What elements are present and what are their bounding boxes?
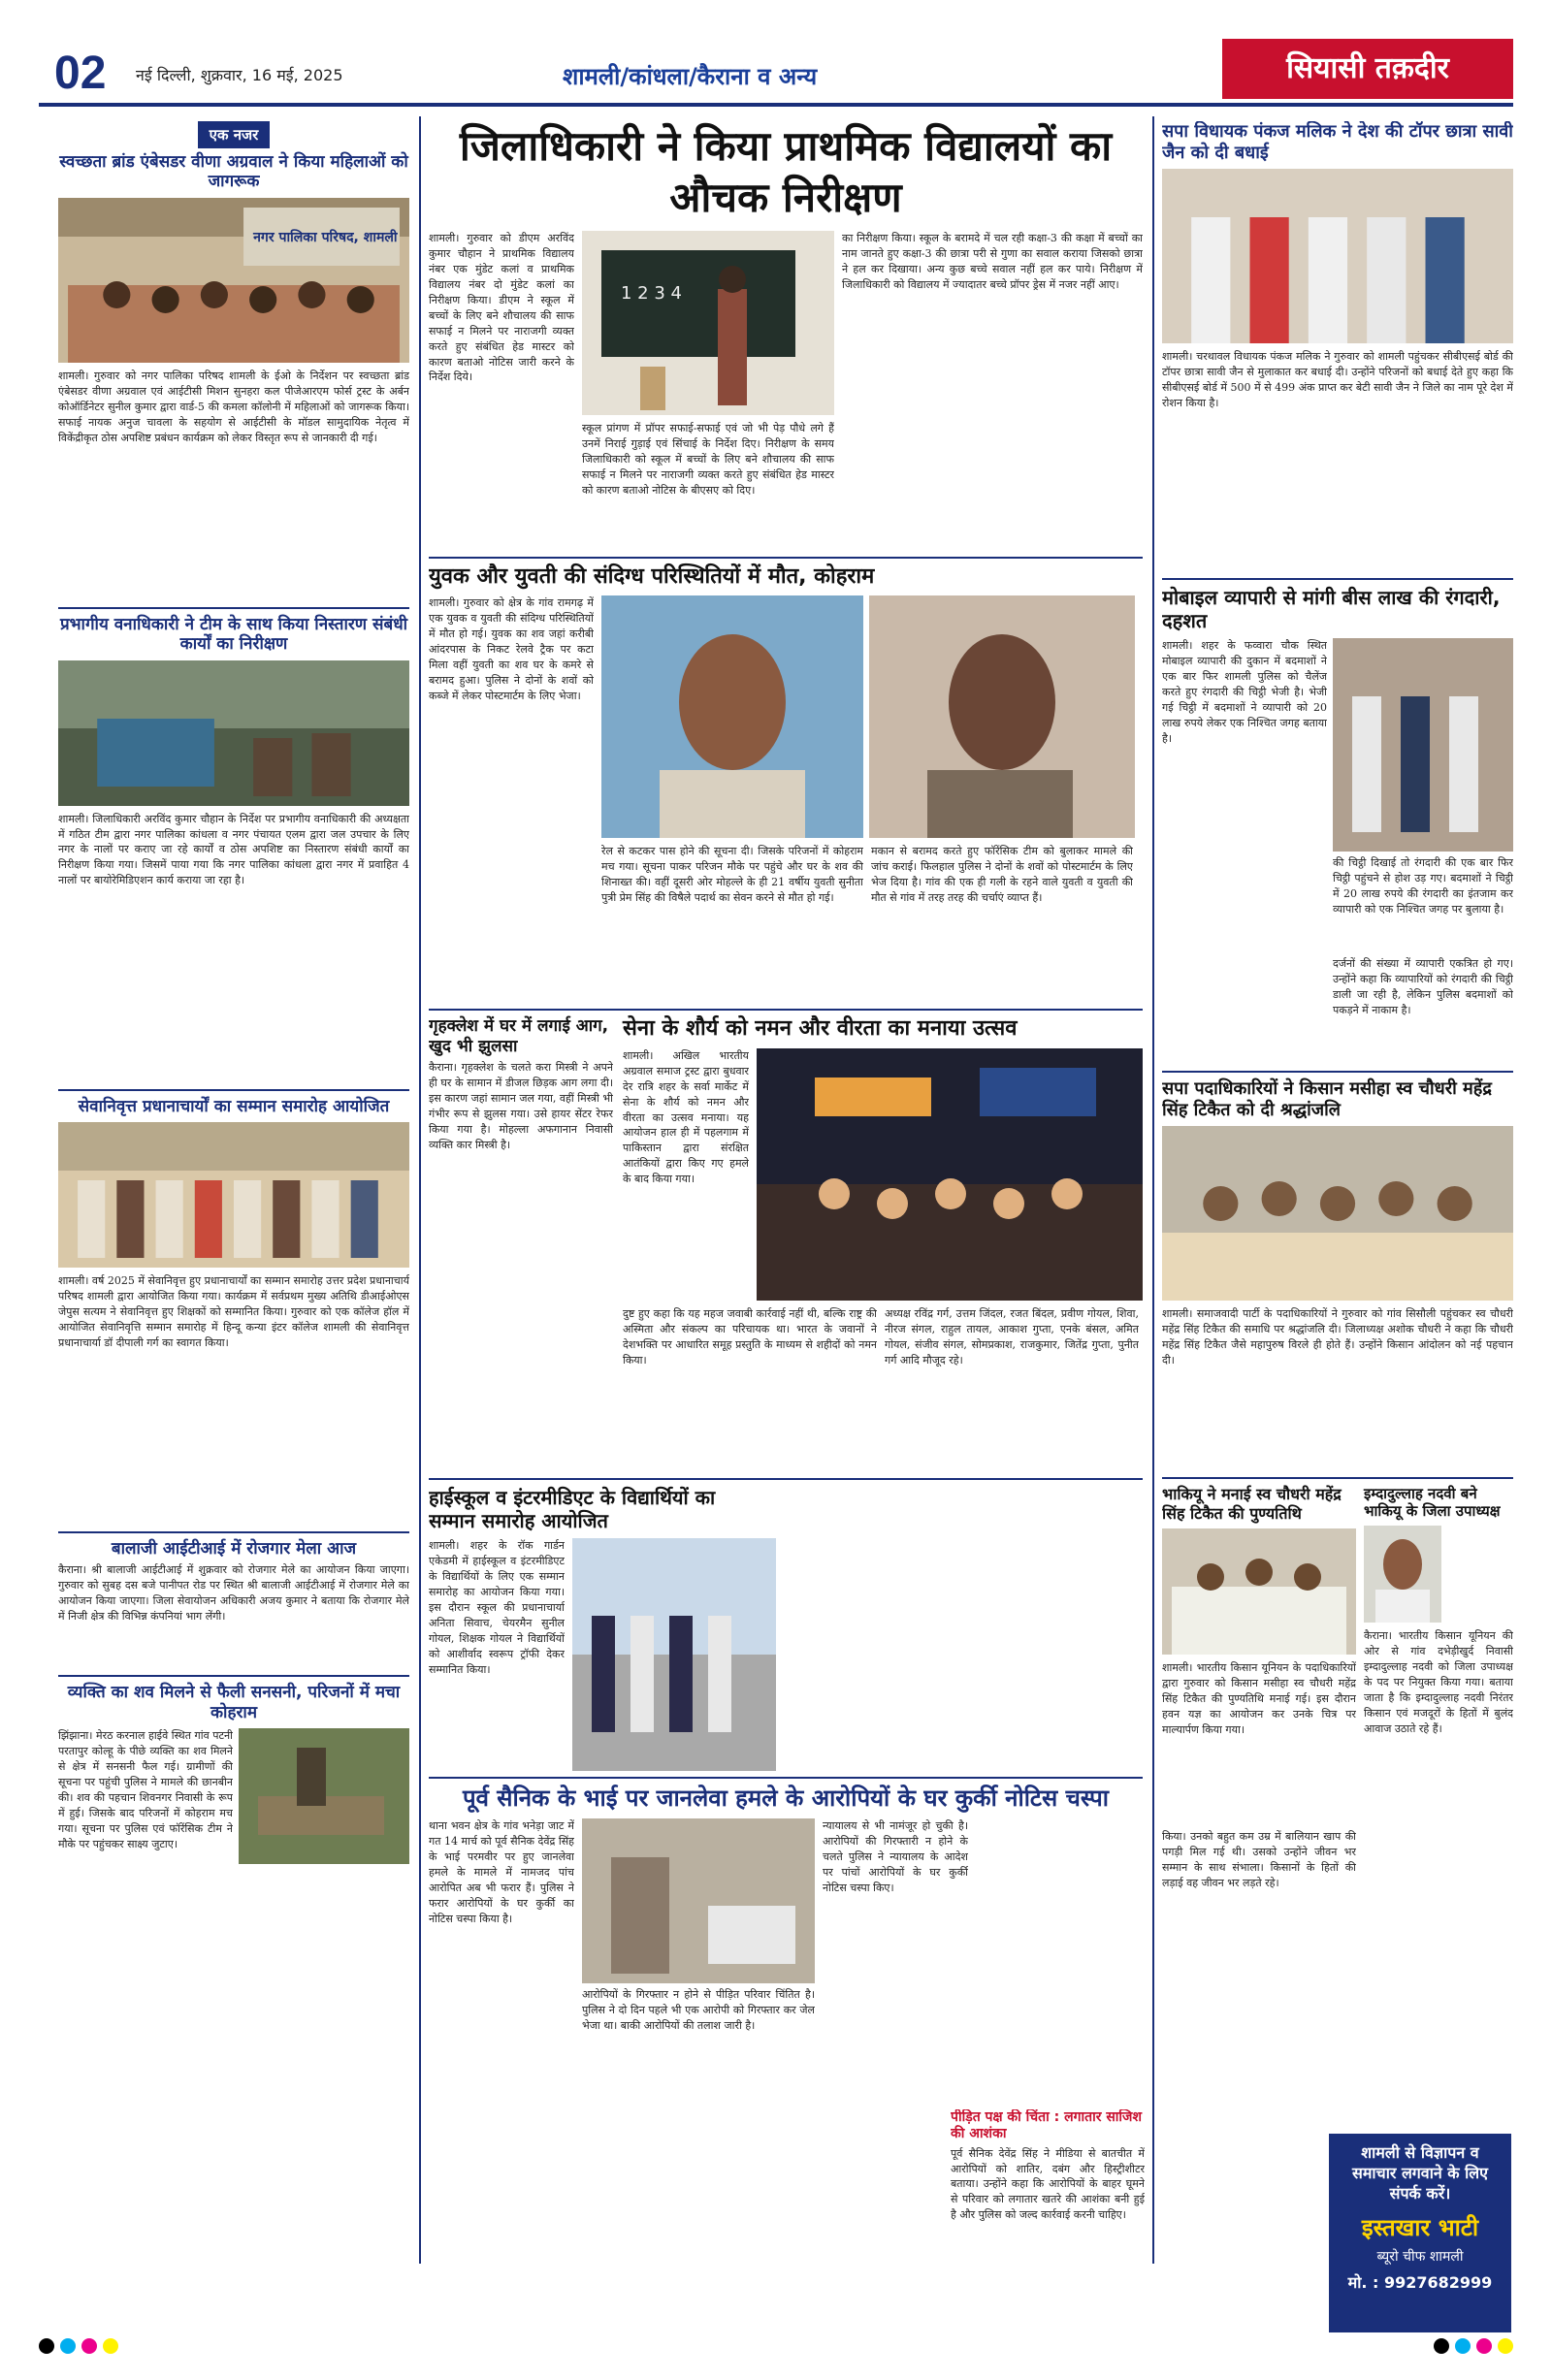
story-headline: स्वच्छता ब्रांड एंबेसडर वीणा अग्रवाल ने किया महिलाओं को जागरूक [59, 152, 408, 192]
story-body: कैराना। भारतीय किसान यूनियन की ओर से गांव दभेड़ीखुर्द निवासी इम्दादुल्लाह नदवी को जिला उपाध्यक्ष के पद पर नियुक्त किया गया। बताया जाता है कि इम्दादुल्लाह नदवी निरंतर किसान एवं मजदूरों के हितों में बुलंद आवाज उठाते रहे हैं। [1364, 1629, 1513, 1735]
story-body: का निरीक्षण किया। स्कूल के बरामदे में चल रही कक्षा-3 की कक्षा में बच्चों का नाम जानते हुए कक्षा-3 की छात्रा परी से गुणा का सवाल कराया जिसको छात्रा ने हल कर दिखाया। अन्य कुछ बच्चे सवाल नहीं हल कर पाये। निरीक्षण में जिलाधिकारी को विद्यालय में ज्यादातर बच्चे प्रॉपर ड्रेस में नजर नहीं आए। [842, 232, 1143, 291]
story-body: शामली। वर्ष 2025 में सेवानिवृत्त हुए प्रधानाचार्यों का सम्मान समारोह उत्तर प्रदेश प्रधानाचार्य परिषद शामली द्वारा आयोजित किया गया। कार्यक्रम में सर्वप्रथम मुख्य अतिथि डीआईओएस जेपुस सत्यम ने सेवानिवृत्त हुए शिक्षकों को सम्मानित किया। गुरुवार को एक कॉलेज हॉल में आयोजित सेवानिवृत्ति सम्मान समारोह में हिन्दू कन्या इंटर कॉलेज शामली की सेवानिवृत्त प्रधानाचार्या डॉ दीपाली गर्ग का स्वागत किया। [58, 1273, 409, 1349]
story-body: झिंझाना। मेरठ करनाल हाईवे स्थित गांव पटनी परतापुर कोल्हू के पीछे व्यक्ति का शव मिलने से क्षेत्र में सनसनी फैल गई। ग्रामीणों की सूचना पर पहुंची पुलिस ने मामले की छानबीन की। शव की पहचान शिवनगर निवासी के रूप में हुई। जिसके बाद परिजनों में कोहराम मच गया। सूचना पर पुलिस एवं फॉरेंसिक टीम ने मौके पर पहुंचकर साक्ष्य जुटाए। [58, 1729, 233, 1850]
svg-text:1 2 3 4: 1 2 3 4 [621, 283, 682, 304]
page-number: 02 [54, 48, 107, 99]
story-headline: सपा पदाधिकारियों ने किसान मसीहा स्व चौधरी महेंद्र सिंह टिकैत को दी श्रद्धांजलि [1162, 1078, 1492, 1120]
story-headline: पूर्व सैनिक के भाई पर जानलेवा हमले के आरोपियों के घर कुर्की नोटिस चस्पा [462, 1785, 1110, 1813]
contact-ad [1329, 2134, 1511, 2332]
story-body: शामली। गुरुवार को नगर पालिका परिषद शामली के ईओ के निर्देशन पर स्वच्छता ब्रांड एंबेसडर वीणा अग्रवाल एवं आईटीसी मिशन सुनहरा कल पीजेआरएम फोर्स ट्रस्ट के अर्बन कोऑर्डिनेटर सुनील कुमार द्वारा वार्ड-5 की कमला कॉलोनी में महिलाओं को जागरूक किया। सफाई नायक अनुज चावला के सहयोग से आईटीसी के मॉडल सामुदायिक नेतृत्व में विकेंद्रीकृत ठोस अपशिष्ट प्रबंधन कार्यक्रम को लेकर विस्तृत रूप से जानकारी दी गई। [58, 369, 409, 444]
story-body: दर्जनों की संख्या में व्यापारी एकत्रित हो गए। उन्होंने कहा कि व्यापारियों को रंगदारी की चिट्ठी डाली जा रही है, लेकिन पुलिस बदमाशों को पकड़ने में नाकाम है। [1333, 957, 1513, 1016]
right-column [1162, 121, 1513, 2342]
masthead [39, 39, 1513, 107]
story-body: शामली। गुरुवार को क्षेत्र के गांव रामगढ़ में एक युवक व युवती की संदिग्ध परिस्थितियों में मौत हो गई। युवक का शव जहां करीबी आंदरपास के निकट रेलवे ट्रैक पर कटा मिला वहीं युवती का शव घर के कमरे से बरामद हुआ। पुलिस ने दोनों के शवों को कब्जे में लेकर पोस्टमार्टम के लिए भेजा। [429, 596, 594, 703]
story-body: शामली। भारतीय किसान यूनियन के पदाधिकारियों द्वारा गुरुवार को किसान मसीहा स्व चौधरी महेंद्र सिंह टिकैत की पुण्यतिथि मनाई गई। इस दौरान हवन यज्ञ का आयोजन कर उनके चित्र पर माल्यार्पण किया गया। [1162, 1660, 1356, 1736]
registration-dot [1455, 2338, 1471, 2354]
column-divider [1152, 116, 1154, 2264]
story-headline: मोबाइल व्यापारी से मांगी बीस लाख की रंगदारी, दहशत [1162, 586, 1501, 633]
ek-nazar-tag: एक नजर [198, 121, 271, 148]
story-body: अध्यक्ष रविंद्र गर्ग, उत्तम जिंदल, रजत बिंदल, प्रवीण गोयल, शिवा, नीरज संगल, राहुल तायल, आकाश गुप्ता, एनके बंसल, अमित गोयल, संजीव संगल, सोमप्रकाश, राजकुमार, जितेंद्र गुप्ता, पुनीत गर्ग आदि मौजूद रहे। [885, 1306, 1139, 1367]
story-photo [582, 231, 834, 415]
sub-headline: पीड़ित पक्ष की चिंता : लगातार साजिश की आशंका [951, 2109, 1142, 2141]
registration-dot [1434, 2338, 1449, 2354]
lead-headline: जिलाधिकारी ने किया प्राथमिक विद्यालयों का औचक निरीक्षण [459, 122, 1113, 221]
left-column [58, 121, 409, 2342]
story-photo [58, 660, 409, 806]
story-photo [58, 198, 409, 363]
person-photo [1364, 1526, 1441, 1623]
story-photo [1162, 169, 1513, 343]
story-photo [869, 595, 1135, 838]
story-body: मकान से बरामद करते हुए फॉरेंसिक टीम को बुलाकर मामले की जांच कराई। फिलहाल पुलिस ने दोनों के शवों को पोस्टमार्टम के लिए भेज दिया है। गांव की एक ही गली के रहने वाले युवती व युवती की मौत से गांव में तरह तरह की चर्चाएं व्याप्त हैं। [871, 845, 1133, 905]
center-column [429, 121, 1143, 2342]
print-registration-strip [39, 2332, 1513, 2361]
story-photo [1333, 638, 1513, 852]
story-headline: गृहक्लेश में घर में लगाई आग, खुद भी झुलसा [429, 1016, 609, 1056]
banner-text: नगर पालिका परिषद, शामली [253, 229, 398, 245]
story-body: शामली। शहर के फव्वारा चौक स्थित मोबाइल व्यापारी की दुकान में बदमाशों ने एक बार फिर शामली पुलिस को चैलेंज करते हुए रंगदारी की चिट्ठी भेजी है। भेजी गई चिट्ठी में बदमाशों ने व्यापारी को 20 लाख रुपये लेकर एक निश्चित जगह बताया है। [1162, 639, 1327, 745]
column-divider [419, 116, 421, 2264]
story-body: शामली। अखिल भारतीय अग्रवाल समाज ट्रस्ट द्वारा बुधवार देर रात्रि शहर के सर्वा मार्केट में सेना के शौर्य को नमन और वीरता का उत्सव मनाया। यह आयोजन हाल ही में पहलगाम में पाकिस्तान द्वारा संरक्षित आतंकियों द्वारा किए गए हमले के बाद किया गया। [623, 1048, 749, 1186]
registration-dot [81, 2338, 97, 2354]
story-headline: भाकियू ने मनाई स्व चौधरी महेंद्र सिंह टिकैत की पुण्यतिथि [1162, 1485, 1342, 1523]
story-photo [582, 1818, 815, 1983]
story-photo [1162, 1528, 1356, 1655]
story-body: रेल से कटकर पास होने की सूचना दी। जिसके परिजनों में कोहराम मच गया। सूचना पाकर परिजन मौके पर पहुंचे और घर के शव की शिनाख्त की। वहीं दूसरी ओर मोहल्ले के ही 21 वर्षीय युवती सुनीता पुत्री प्रेम सिंह की विषैले पदार्थ का सेवन करने से मौत हो गई। [601, 845, 863, 905]
ad-title: शामली से विज्ञापन व समाचार लगवाने के लिए संपर्क करें। [1352, 2143, 1488, 2203]
story-body: थाना भवन क्षेत्र के गांव भनेड़ा जाट में गत 14 मार्च को पूर्व सैनिक देवेंद्र सिंह के भाई परमवीर पर हुए जानलेवा हमले के मामले में नामजद पांच आरोपित अब भी फरार हैं। पुलिस ने फरार आरोपियों के घर कुर्की का नोटिस चस्पा किया है। [429, 1819, 574, 1925]
story-headline: सपा विधायक पंकज मलिक ने देश की टॉपर छात्रा सावी जैन को दी बधाई [1162, 121, 1513, 163]
story-headline: प्रभागीय वनाधिकारी ने टीम के साथ किया निस्तारण संबंधी कार्यों का निरीक्षण [59, 614, 408, 655]
story-body: शामली। चरथावल विधायक पंकज मलिक ने गुरुवार को शामली पहुंचकर सीबीएसई बोर्ड की टॉपर छात्रा सावी जैन से मुलाकात कर बधाई दी। उन्होंने परिजनों को बधाई देते हुए कहा कि सीबीएसई बोर्ड में 500 में से 499 अंक प्राप्त कर बेटी सावी जैन ने जिले का नाम पूरे देश में रोशन किया है। [1162, 350, 1513, 409]
story-body: शामली। शहर के रॉक गार्डन एकेडमी में हाईस्कूल व इंटरमीडिएट के विद्यार्थियों के लिए एक सम्मान समारोह का आयोजन किया गया। इस दौरान स्कूल की प्रधानाचार्या अनिता सिवाच, चेयरमैन सुनील गोयल, शिक्षक गोयल ने विद्यार्थियों को आशीर्वाद स्वरूप ट्रॉफी देकर सम्मानित किया। [429, 1539, 565, 1676]
story-headline: युवक और युवती की संदिग्ध परिस्थितियों में मौत, कोहराम [429, 564, 875, 589]
registration-dot [1476, 2338, 1492, 2354]
registration-dot [103, 2338, 118, 2354]
story-photo [239, 1728, 409, 1864]
story-body: की चिट्ठी दिखाई तो रंगदारी की एक बार फिर चिट्ठी पहुंचने से होश उड़ गए। बदमाशों ने चिट्ठी में 20 लाख रुपये की रंगदारी का इंतजाम कर व्यापारी को एक निश्चित जगह पर बुलाया है। [1333, 856, 1513, 916]
story-body: कैराना। श्री बालाजी आईटीआई में शुक्रवार को रोजगार मेले का आयोजन किया जाएगा। गुरुवार को सुबह दस बजे पानीपत रोड पर स्थित श्री बालाजी आईटीआई में रोजगार मेले का आयोजन किया जाएगा। जिला सेवायोजन अधिकारी अजय कुमार ने बताया कि रोजगार मेले में निजी क्षेत्र की विभिन्न कंपनियां भाग लेंगी। [58, 1563, 409, 1624]
ad-phone: मो. : 9927682999 [1347, 2273, 1493, 2293]
section-title: शामली/कांधला/कैराना व अन्य [563, 63, 818, 90]
story-body: दुष्ट हुए कहा कि यह महज जवाबी कार्रवाई नहीं थी, बल्कि राष्ट्र की अस्मिता और संकल्प का परिचायक था। भारत के जवानों ने देशभक्ति पर आधारित समूह प्रस्तुति के माध्यम से शहीदों को नमन किया। [623, 1306, 877, 1367]
newspaper-brand: सियासी तक़दीर [1222, 39, 1513, 99]
registration-dot [60, 2338, 76, 2354]
story-body: पूर्व सैनिक देवेंद्र सिंह ने मीडिया से बातचीत में आरोपियों को शातिर, दबंग और हिस्ट्रीशीटर बताया। उन्होंने कहा कि आरोपियों के बाहर घूमने से परिवार को लगातार खतरे की आशंका बनी हुई है और पुलिस को जल्द कार्रवाई करनी चाहिए। [951, 2146, 1145, 2222]
story-headline: सेना के शौर्य को नमन और वीरता का मनाया उत्सव [623, 1016, 1018, 1042]
story-headline: सेवानिवृत्त प्रधानाचार्यों का सम्मान समारोह आयोजित [78, 1096, 390, 1116]
registration-dot [1498, 2338, 1513, 2354]
story-headline: व्यक्ति का शव मिलने से फैली सनसनी, परिजनों में मचा कोहराम [67, 1683, 401, 1722]
ad-contact-name: इस्तखार भाटी [1361, 2214, 1479, 2242]
story-headline: इम्दादुल्लाह नदवी बने भाकियू के जिला उपाध्यक्ष [1364, 1485, 1501, 1521]
story-body: न्यायालय से भी नामंजूर हो चुकी है। आरोपियों की गिरफ्तारी न होने के चलते पुलिस ने न्यायालय के आदेश पर पांचों आरोपियों के घर कुर्की नोटिस चस्पा किए। [823, 1819, 968, 1894]
ad-contact-role: ब्यूरो चीफ शामली [1376, 2249, 1464, 2266]
story-body: शामली। गुरुवार को डीएम अरविंद कुमार चौहान ने प्राथमिक विद्यालय नंबर एक मुंडेट कलां व प्राथमिक विद्यालय नंबर दो मुंडेट कलां का निरीक्षण किया। डीएम ने स्कूल में बच्चों के लिए बने शौचालय की साफ सफाई न मिलने पर नाराजगी व्यक्त करते हुए संबंधित हेड मास्टर को कारण बताओ नोटिस जारी करने के निर्देश दिये। [429, 232, 574, 384]
story-headline: बालाजी आईटीआई में रोजगार मेला आज [111, 1538, 357, 1559]
story-photo [1162, 1126, 1513, 1301]
story-photo [757, 1048, 1143, 1301]
issue-date: नई दिल्ली, शुक्रवार, 16 मई, 2025 [136, 66, 343, 84]
story-body: किया। उनको बहुत कम उम्र में बालियान खाप की पगड़ी मिल गई थी। उसको उन्होंने जीवन भर सम्मान के साथ संभाला। किसानों के हितों की लड़ाई वह जीवन भर लड़ते रहे। [1162, 1829, 1356, 1889]
story-body: शामली। समाजवादी पार्टी के पदाधिकारियों ने गुरुवार को गांव सिसौली पहुंचकर स्व चौधरी महेंद्र सिंह टिकैत की समाधि पर श्रद्धांजलि दी। जिलाध्यक्ष अशोक चौधरी ने कहा कि चौधरी महेंद्र सिंह टिकैत जैसे महापुरुष विरले ही होते हैं। उन्होंने किसान आंदोलन को नई पहचान दी। [1162, 1307, 1513, 1367]
registration-dot [39, 2338, 54, 2354]
story-body: कैराना। गृहक्लेश के चलते करा मिस्त्री ने अपने ही घर के सामान में डीजल छिड़क आग लगा दी। इस कारण जहां सामान जल गया, वहीं मिस्त्री भी गंभीर रूप से झुलस गया। उसे हायर सेंटर रेफर किया गया है। मोहल्ला अफगानान निवासी व्यक्ति कार मिस्त्री है। [429, 1061, 613, 1151]
story-body: शामली। जिलाधिकारी अरविंद कुमार चौहान के निर्देश पर प्रभागीय वनाधिकारी की अध्यक्षता में गठित टीम द्वारा नगर पालिका कांधला व नगर पंचायत एलम द्वारा जल उपचार के लिए नगर के नालों पर कराए जा रहे कार्यों व ठोस अपशिष्ट का निस्तारण संबंधी कार्यों का निरीक्षण किया गया। जिसमें पाया गया कि नगर पालिका कांधला द्वारा नगर में प्रवाहित 4 नालों पर बायोरेमिडिएशन कार्य कराया जा रहा है। [58, 812, 409, 887]
story-photo [601, 595, 863, 838]
sub-story [951, 2109, 1145, 2332]
story-body: स्कूल प्रांगण में प्रॉपर सफाई-सफाई एवं जो भी पेड़ पौधे लगे हैं उनमें निराई गुड़ाई एवं सिंचाई के निर्देश दिए। निरीक्षण के समय जिलाधिकारी को स्कूल में बच्चों के लिए बने शौचालय की साफ सफाई न मिलने पर नाराजगी व्यक्त करते हुए संबंधित हेड मास्टर को कारण बताओ नोटिस के बीएसए को दिए। [582, 422, 834, 497]
story-photo [58, 1122, 409, 1268]
story-photo [572, 1538, 776, 1771]
story-headline: हाईस्कूल व इंटरमीडिएट के विद्यार्थियों का सम्मान समारोह आयोजित [429, 1486, 716, 1533]
story-body: आरोपियों के गिरफ्तार न होने से पीड़ित परिवार चिंतित है। पुलिस ने दो दिन पहले भी एक आरोपी को गिरफ्तार कर जेल भेजा था। बाकी आरोपियों की तलाश जारी है। [582, 1988, 815, 2033]
